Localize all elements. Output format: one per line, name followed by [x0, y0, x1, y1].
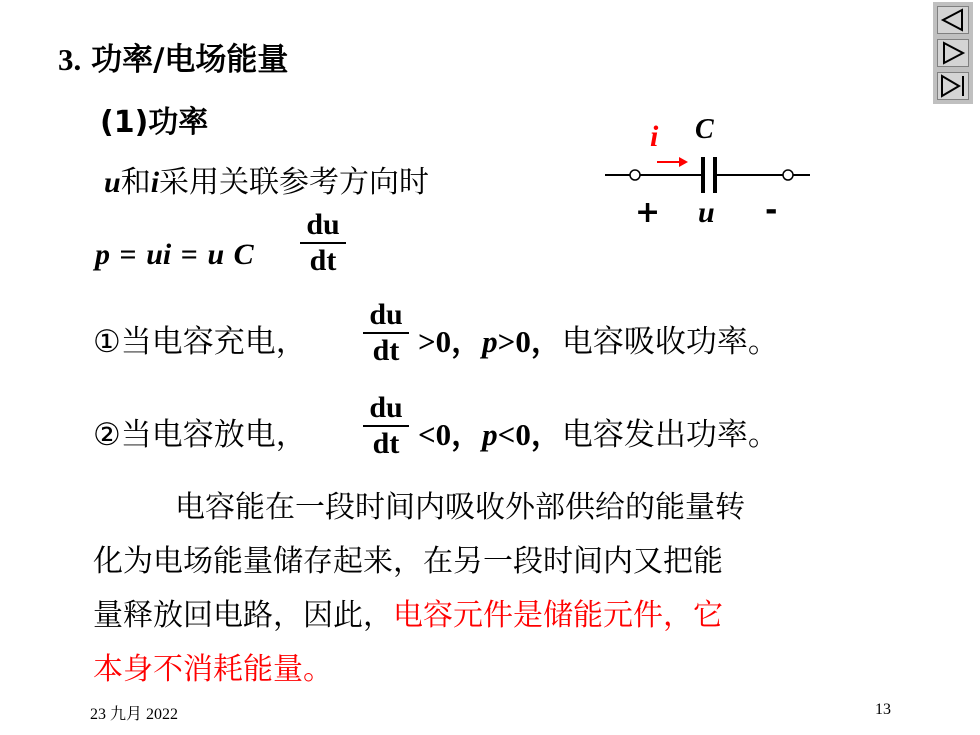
case-charging: [93, 322, 307, 362]
last-slide-button[interactable]: [937, 72, 969, 100]
case1-marker: ①: [93, 324, 121, 360]
case2-p: p: [482, 417, 498, 452]
case1-p: p: [482, 324, 498, 359]
explanation-paragraph: [93, 481, 893, 697]
case1-pcond: >0，: [497, 324, 562, 359]
condition-rest: 采用关联参考方向时: [159, 165, 430, 200]
para-line-4: 本身不消耗能量。: [93, 652, 333, 687]
case-discharging: [93, 415, 307, 455]
case2-fraction: [363, 393, 409, 459]
u-symbol: u: [104, 166, 121, 199]
formula-u: u: [207, 238, 225, 271]
case2-marker: ②: [93, 417, 121, 453]
plus-sign: +: [635, 195, 661, 230]
prev-slide-button[interactable]: [937, 6, 969, 34]
case2-result: 电容发出功率。: [561, 417, 779, 453]
formula-num: du: [306, 208, 340, 241]
next-slide-button[interactable]: [937, 39, 969, 67]
case1-text: 当电容充电，: [120, 324, 307, 360]
case1-num: du: [369, 298, 403, 331]
current-label: i: [650, 120, 659, 153]
para-line-2: 化为电场能量储存起来，在另一段时间内又把能: [93, 544, 723, 579]
case1-result: 电容吸收功率。: [561, 324, 779, 360]
case2-text: 当电容放电，: [120, 417, 307, 453]
condition-he: 和: [120, 165, 151, 200]
formula-ui: ui: [146, 238, 172, 271]
formula-den: dt: [309, 244, 337, 277]
triangle-left-icon: [938, 7, 968, 33]
case2-den: dt: [372, 427, 400, 460]
footer-page-number: 13: [875, 701, 891, 718]
para-line-3-red: 电容元件是储能元件，它: [393, 598, 723, 633]
capacitor-label: C: [695, 114, 714, 145]
heading-number: 3.: [58, 42, 82, 77]
case2-cond: <0，: [418, 417, 483, 452]
para-line-1: 电容能在一段时间内吸收外部供给的能量转: [175, 490, 745, 525]
formula-eq1: =: [119, 238, 137, 271]
condition-line: [104, 163, 429, 203]
voltage-label: u: [698, 196, 715, 229]
heading-title: 功率/电场能量: [91, 42, 289, 78]
formula-p: p: [95, 238, 110, 271]
case1-den: dt: [372, 334, 400, 367]
case1-cond: >0，: [418, 324, 483, 359]
minus-sign: -: [765, 193, 778, 228]
case1-fraction: [363, 300, 409, 366]
power-formula: [95, 235, 254, 275]
footer-date: 23 九月 2022: [90, 706, 179, 723]
triangle-right-icon: [938, 40, 968, 66]
i-symbol: i: [150, 166, 160, 199]
subheading: (1)功率: [100, 105, 209, 140]
case2-tail: [418, 415, 779, 455]
case2-pcond: <0，: [497, 417, 562, 452]
para-line-3-black: 量释放回电路，因此，: [93, 598, 393, 633]
slide-nav: [933, 2, 973, 104]
para-line-3: [93, 589, 893, 643]
formula-C: C: [233, 238, 254, 271]
case2-num: du: [369, 391, 403, 424]
skip-end-icon: [938, 73, 968, 99]
formula-fraction: [300, 210, 346, 276]
section-heading: [58, 40, 288, 80]
formula-eq2: =: [180, 238, 198, 271]
case1-tail: [418, 322, 779, 362]
capacitor-circuit: [595, 110, 825, 240]
